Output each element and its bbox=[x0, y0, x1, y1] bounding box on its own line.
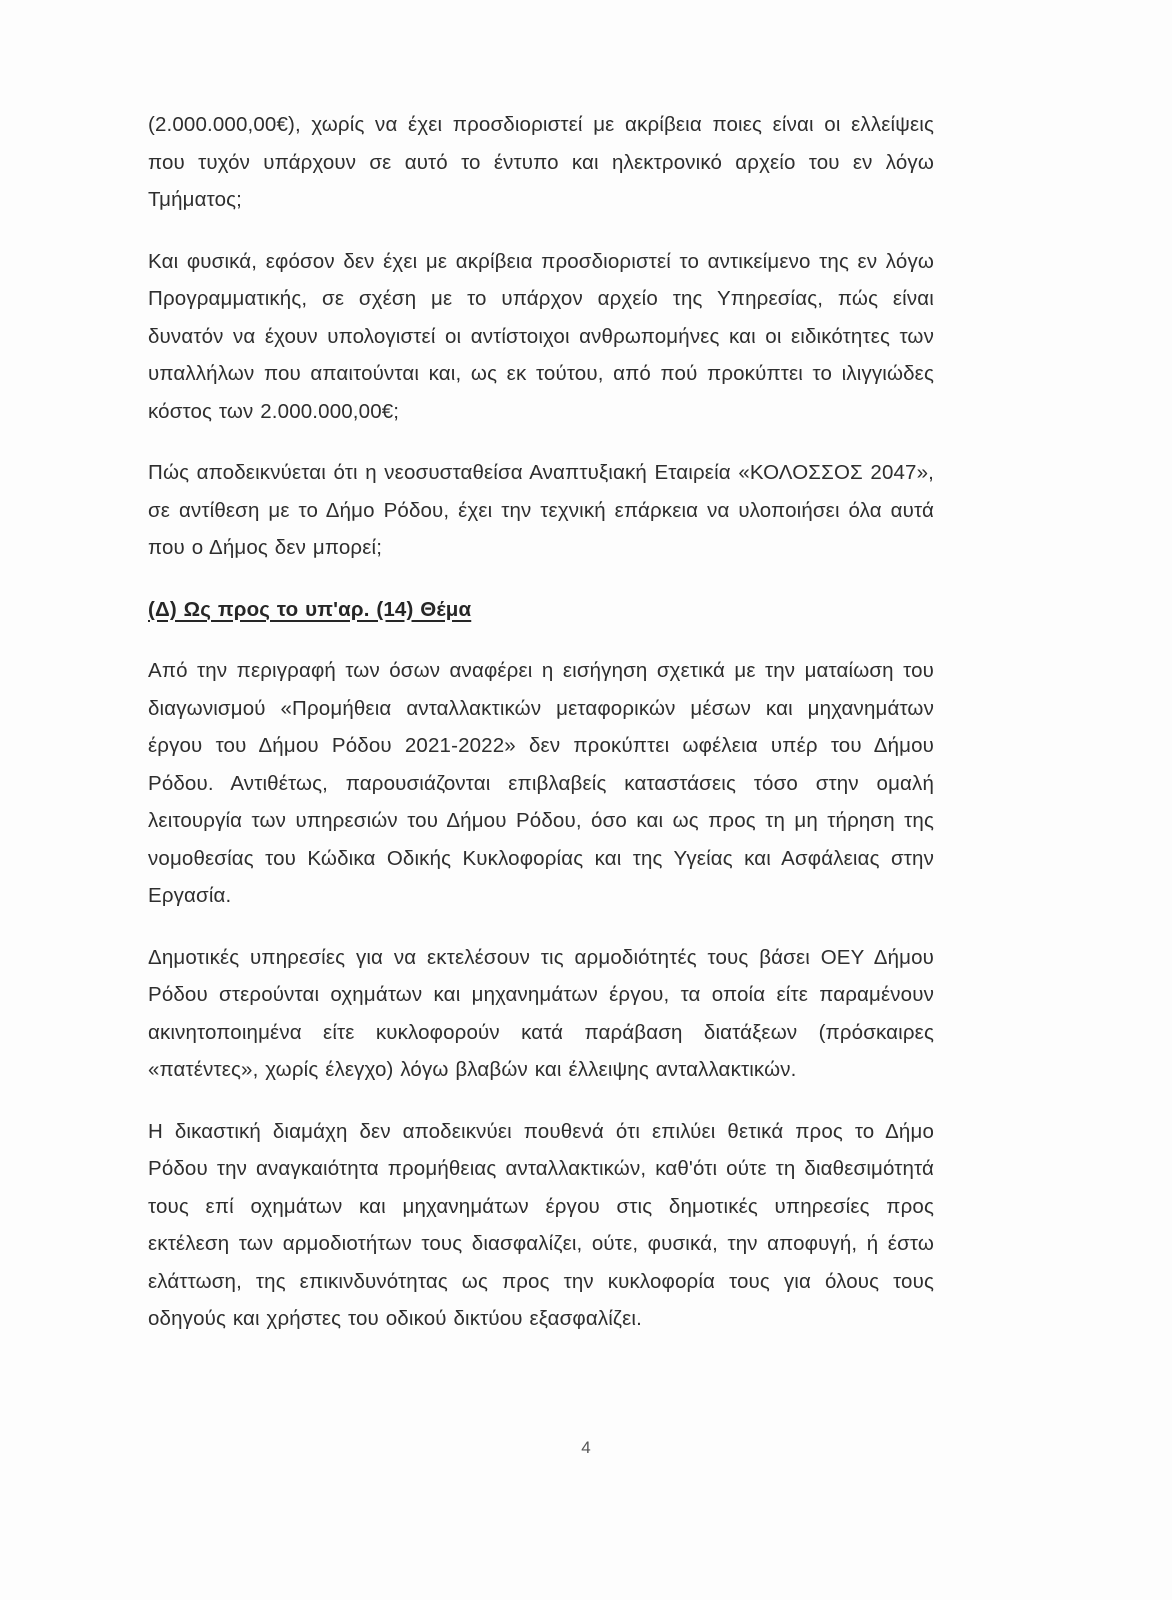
document-body bbox=[148, 106, 934, 1362]
paragraph-5: Δημοτικές υπηρεσίες για να εκτελέσουν τις αρμοδιότητές τους βάσει ΟΕΥ Δήμου Ρόδου στερούνται οχημάτων και μηχανημάτων έργου, τα οποία είτε παραμένουν ακινητοποιημένα είτε κυκλοφορούν κατά παράβαση διατάξεων (πρόσκαιρες «πατέντες», χωρίς έλεγχο) λόγω βλαβών και έλλειψης ανταλλακτικών. bbox=[148, 945, 934, 1081]
paragraph-2: Και φυσικά, εφόσον δεν έχει με ακρίβεια προσδιοριστεί το αντικείμενο της εν λόγω Προγραμματικής, σε σχέση με το υπάρχον αρχείο της Υπηρεσίας, πώς είναι δυνατόν να έχουν υπολογιστεί οι αντίστοιχοι ανθρωπομήνες και οι ειδικότητες των υπαλλήλων που απαιτούνται και, ως εκ τούτου, από πού προκύπτει το ιλιγγιώδες κόστος των 2.000.000,00€; bbox=[148, 249, 934, 423]
paragraph-3: Πώς αποδεικνύεται ότι η νεοσυσταθείσα Αναπτυξιακή Εταιρεία «ΚΟΛΟΣΣΟΣ 2047», σε αντίθεση με το Δήμο Ρόδου, έχει την τεχνική επάρκεια να υλοποιήσει όλα αυτά που ο Δήμος δεν μπορεί; bbox=[148, 461, 934, 559]
paragraph-1: (2.000.000,00€), χωρίς να έχει προσδιοριστεί με ακρίβεια ποιες είναι οι ελλείψεις που τυχόν υπάρχουν σε αυτό το έντυπο και ηλεκτρονικό αρχείο του εν λόγω Τμήματος; bbox=[148, 113, 934, 211]
section-heading: (Δ) Ως προς το υπ'αρ. (14) Θέμα bbox=[148, 597, 472, 621]
paragraph-4: Από την περιγραφή των όσων αναφέρει η εισήγηση σχετικά με την ματαίωση του διαγωνισμού «Προμήθεια ανταλλακτικών μεταφορικών μέσων και μηχανημάτων έργου του Δήμου Ρόδου 2021-2022» δεν προκύπτει ωφέλεια υπέρ του Δήμου Ρόδου. Αντιθέτως, παρουσιάζονται επιβλαβείς καταστάσεις τόσο στην ομαλή λειτουργία των υπηρεσιών του Δήμου Ρόδου, όσο και ως προς τη μη τήρηση της νομοθεσίας του Κώδικα Οδικής Κυκλοφορίας και της Υγείας και Ασφάλειας στην Εργασία. bbox=[148, 659, 934, 907]
page-number: 4 bbox=[581, 1438, 591, 1457]
paragraph-6: Η δικαστική διαμάχη δεν αποδεικνύει πουθενά ότι επιλύει θετικά προς το Δήμο Ρόδου την αναγκαιότητα προμήθειας ανταλλακτικών, καθ'ότι ούτε τη διαθεσιμότητά τους επί οχημάτων και μηχανημάτων έργου στις δημοτικές υπηρεσίες προς εκτέλεση των αρμοδιοτήτων τους διασφαλίζει, ούτε, φυσικά, την αποφυγή, ή έστω ελάττωση, της επικινδυνότητας ως προς την κυκλοφορία τους για όλους τους οδηγούς και χρήστες του οδικού δικτύου εξασφαλίζει. bbox=[148, 1119, 934, 1330]
